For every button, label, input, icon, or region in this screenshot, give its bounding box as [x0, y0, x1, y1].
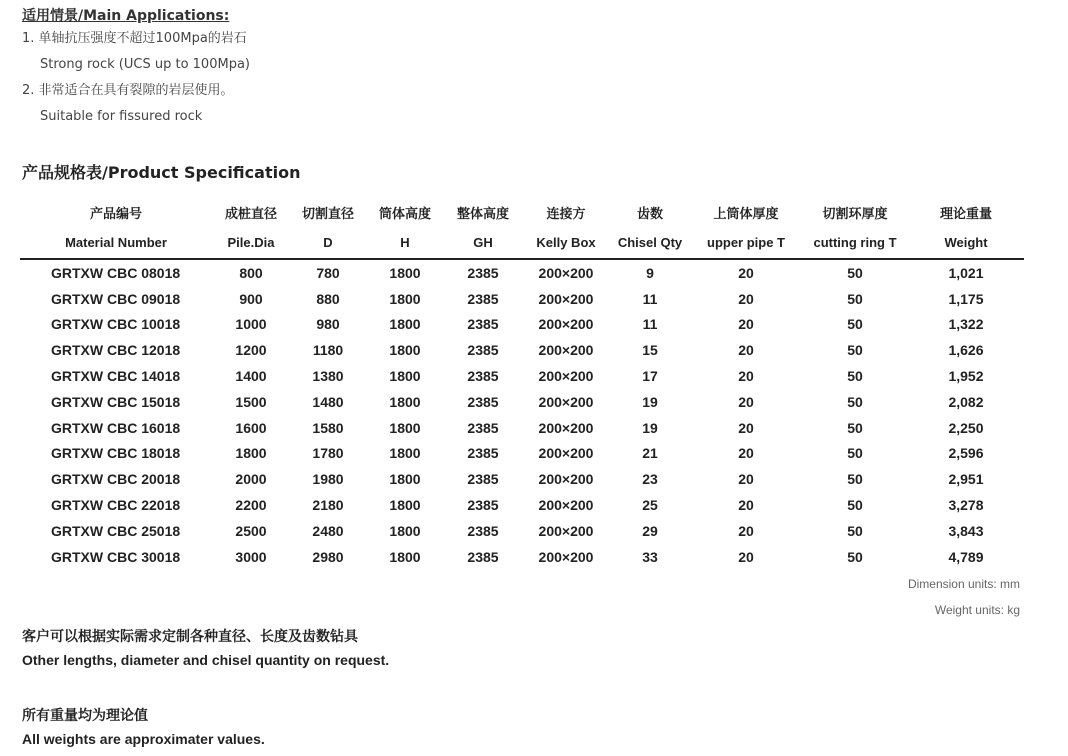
cell-body-height: 1800	[389, 522, 421, 539]
cell-kelly-box: 200×200	[538, 316, 594, 333]
cell-chisel-qty: 21	[642, 445, 658, 462]
cell-kelly-box: 200×200	[538, 548, 594, 565]
cell-body-height: 1800	[389, 342, 421, 359]
cell-kelly-box: 200×200	[538, 471, 594, 488]
cell-chisel-qty: 11	[642, 316, 658, 333]
cell-kelly-box: 200×200	[538, 497, 594, 514]
cell-weight: 2,596	[948, 445, 984, 462]
cell-pile-dia: 2200	[235, 497, 267, 514]
cell-upper-pipe-t: 20	[738, 368, 754, 385]
cell-pile-dia: 800	[239, 264, 263, 281]
cell-material-number: GRTXW CBC 10018	[51, 316, 181, 333]
cell-upper-pipe-t: 20	[738, 445, 754, 462]
table-row	[20, 544, 1024, 570]
cell-upper-pipe-t: 20	[738, 290, 754, 307]
cell-material-number: GRTXW CBC 09018	[51, 290, 181, 307]
dimension-units: Dimension units: mm	[907, 577, 1020, 591]
cell-overall-height: 2385	[467, 342, 499, 359]
cell-weight: 1,322	[948, 316, 984, 333]
cell-overall-height: 2385	[467, 368, 499, 385]
application-item-2-en: Suitable for fissured rock	[40, 109, 203, 124]
cell-cutting-ring-t: 50	[847, 342, 863, 359]
cell-kelly-box: 200×200	[538, 522, 594, 539]
application-item-1-zh: 1. 单轴抗压强度不超过100Mpa的岩石	[22, 31, 247, 46]
cell-upper-pipe-t: 20	[738, 342, 754, 359]
cell-overall-height: 2385	[467, 522, 499, 539]
cell-overall-height: 2385	[467, 445, 499, 462]
cell-body-height: 1800	[389, 393, 421, 410]
cell-weight: 2,082	[948, 393, 984, 410]
spec-title: 产品规格表/Product Specification	[22, 163, 301, 182]
cell-chisel-qty: 15	[642, 342, 658, 359]
cell-kelly-box: 200×200	[538, 264, 594, 281]
weights-note-en: All weights are approximater values.	[22, 731, 265, 747]
cell-cut-dia: 1580	[312, 419, 344, 436]
cell-material-number: GRTXW CBC 25018	[51, 522, 181, 539]
cell-material-number: GRTXW CBC 30018	[51, 548, 181, 565]
header-en-weight: Weight	[908, 226, 1024, 259]
header-zh-pile-dia: 成桩直径	[224, 205, 277, 221]
cell-kelly-box: 200×200	[538, 445, 594, 462]
cell-pile-dia: 2000	[235, 471, 267, 488]
cell-pile-dia: 900	[239, 290, 263, 307]
cell-chisel-qty: 17	[642, 368, 658, 385]
cell-weight: 3,843	[948, 522, 984, 539]
table-row	[20, 337, 1024, 363]
header-en-upper-pipe-t: upper pipe T	[690, 226, 802, 259]
cell-cut-dia: 2480	[312, 522, 344, 539]
cell-upper-pipe-t: 20	[738, 419, 754, 436]
cell-cutting-ring-t: 50	[847, 290, 863, 307]
cell-weight: 1,175	[948, 290, 984, 307]
header-zh-upper-pipe-t: 上筒体厚度	[713, 205, 779, 221]
table-row	[20, 518, 1024, 544]
table-row	[20, 286, 1024, 312]
cell-chisel-qty: 11	[642, 290, 658, 307]
table-row	[20, 441, 1024, 467]
cell-cut-dia: 2980	[312, 548, 344, 565]
cell-weight: 1,021	[948, 264, 984, 281]
cell-cut-dia: 780	[316, 264, 340, 281]
cell-material-number: GRTXW CBC 18018	[51, 445, 181, 462]
cell-cutting-ring-t: 50	[847, 368, 863, 385]
cell-chisel-qty: 29	[642, 522, 658, 539]
cell-overall-height: 2385	[467, 419, 499, 436]
cell-kelly-box: 200×200	[538, 419, 594, 436]
application-item-1-en: Strong rock (UCS up to 100Mpa)	[40, 57, 250, 72]
cell-body-height: 1800	[389, 290, 421, 307]
cell-cut-dia: 1180	[312, 342, 344, 359]
header-en-cutting-ring-t: cutting ring T	[802, 226, 908, 259]
cell-weight: 3,278	[948, 497, 984, 514]
cell-material-number: GRTXW CBC 16018	[51, 419, 181, 436]
cell-overall-height: 2385	[467, 548, 499, 565]
cell-kelly-box: 200×200	[538, 368, 594, 385]
cell-upper-pipe-t: 20	[738, 393, 754, 410]
cell-chisel-qty: 33	[642, 548, 658, 565]
table-header-zh	[20, 198, 1024, 226]
cell-kelly-box: 200×200	[538, 290, 594, 307]
cell-cutting-ring-t: 50	[847, 522, 863, 539]
cell-cut-dia: 2180	[312, 497, 344, 514]
cell-chisel-qty: 23	[642, 471, 658, 488]
custom-note-en: Other lengths, diameter and chisel quantity on request.	[22, 652, 390, 668]
cell-overall-height: 2385	[467, 264, 499, 281]
cell-body-height: 1800	[389, 548, 421, 565]
applications-section	[22, 6, 250, 130]
cell-material-number: GRTXW CBC 15018	[51, 393, 181, 410]
header-zh-body-height: 筒体高度	[378, 205, 431, 221]
table-row	[20, 389, 1024, 415]
cell-weight: 1,952	[948, 368, 984, 385]
cell-cutting-ring-t: 50	[847, 497, 863, 514]
cell-cutting-ring-t: 50	[847, 445, 863, 462]
header-en-body-height: H	[366, 226, 444, 259]
table-row	[20, 259, 1024, 286]
cell-pile-dia: 1600	[235, 419, 267, 436]
header-en-kelly-box: Kelly Box	[522, 226, 610, 259]
spec-table	[20, 198, 1024, 570]
cell-weight: 2,951	[948, 471, 984, 488]
cell-overall-height: 2385	[467, 393, 499, 410]
custom-note-zh: 客户可以根据实际需求定制各种直径、长度及齿数钻具	[22, 628, 358, 644]
cell-upper-pipe-t: 20	[738, 316, 754, 333]
cell-upper-pipe-t: 20	[738, 522, 754, 539]
cell-pile-dia: 1200	[235, 342, 267, 359]
cell-cutting-ring-t: 50	[847, 548, 863, 565]
cell-cut-dia: 980	[316, 316, 340, 333]
cell-pile-dia: 1000	[235, 316, 267, 333]
cell-pile-dia: 1400	[235, 368, 267, 385]
cell-pile-dia: 2500	[235, 522, 267, 539]
cell-upper-pipe-t: 20	[738, 497, 754, 514]
cell-upper-pipe-t: 20	[738, 548, 754, 565]
cell-chisel-qty: 9	[646, 264, 654, 281]
weight-units: Weight units: kg	[934, 603, 1020, 617]
cell-kelly-box: 200×200	[538, 393, 594, 410]
cell-overall-height: 2385	[467, 497, 499, 514]
cell-pile-dia: 1500	[235, 393, 267, 410]
cell-material-number: GRTXW CBC 22018	[51, 497, 181, 514]
cell-material-number: GRTXW CBC 12018	[51, 342, 181, 359]
cell-chisel-qty: 25	[642, 497, 658, 514]
cell-cutting-ring-t: 50	[847, 316, 863, 333]
cell-pile-dia: 1800	[235, 445, 267, 462]
cell-body-height: 1800	[389, 445, 421, 462]
header-en-chisel-qty: Chisel Qty	[610, 226, 690, 259]
header-en-pile-dia: Pile.Dia	[212, 226, 290, 259]
cell-body-height: 1800	[389, 471, 421, 488]
table-row	[20, 363, 1024, 389]
cell-cutting-ring-t: 50	[847, 471, 863, 488]
weights-note-zh: 所有重量均为理论值	[22, 707, 148, 723]
cell-cut-dia: 880	[316, 290, 340, 307]
cell-cutting-ring-t: 50	[847, 264, 863, 281]
header-zh-kelly-box: 连接方	[546, 205, 586, 221]
cell-pile-dia: 3000	[235, 548, 267, 565]
cell-overall-height: 2385	[467, 471, 499, 488]
cell-cut-dia: 1480	[312, 393, 344, 410]
cell-weight: 2,250	[948, 419, 984, 436]
cell-cut-dia: 1380	[312, 368, 344, 385]
table-row	[20, 415, 1024, 441]
cell-body-height: 1800	[389, 497, 421, 514]
header-en-material-number: Material Number	[20, 226, 212, 259]
cell-weight: 1,626	[948, 342, 984, 359]
applications-title: 适用情景/Main Applications:	[22, 8, 230, 24]
header-zh-chisel-qty: 齿数	[636, 205, 663, 221]
cell-overall-height: 2385	[467, 290, 499, 307]
cell-chisel-qty: 19	[642, 419, 658, 436]
header-en-cut-dia: D	[290, 226, 366, 259]
cell-body-height: 1800	[389, 264, 421, 281]
cell-material-number: GRTXW CBC 14018	[51, 368, 181, 385]
cell-body-height: 1800	[389, 368, 421, 385]
header-zh-material-number: 产品编号	[89, 205, 142, 221]
cell-cut-dia: 1980	[312, 471, 344, 488]
table-row	[20, 466, 1024, 492]
table-row	[20, 312, 1024, 338]
header-zh-weight: 理论重量	[939, 205, 992, 221]
header-zh-cut-dia: 切割直径	[301, 205, 354, 221]
table-row	[20, 492, 1024, 518]
application-item-2-zh: 2. 非常适合在具有裂隙的岩层使用。	[22, 83, 234, 98]
cell-body-height: 1800	[389, 316, 421, 333]
cell-upper-pipe-t: 20	[738, 264, 754, 281]
cell-body-height: 1800	[389, 419, 421, 436]
header-en-overall-height: GH	[444, 226, 522, 259]
cell-weight: 4,789	[948, 548, 984, 565]
header-zh-cutting-ring-t: 切割环厚度	[822, 205, 888, 221]
cell-material-number: GRTXW CBC 08018	[51, 264, 181, 281]
cell-chisel-qty: 19	[642, 393, 658, 410]
cell-cutting-ring-t: 50	[847, 419, 863, 436]
table-header-en	[20, 226, 1024, 259]
cell-upper-pipe-t: 20	[738, 471, 754, 488]
cell-cut-dia: 1780	[312, 445, 344, 462]
header-zh-overall-height: 整体高度	[456, 205, 509, 221]
cell-cutting-ring-t: 50	[847, 393, 863, 410]
cell-overall-height: 2385	[467, 316, 499, 333]
cell-material-number: GRTXW CBC 20018	[51, 471, 181, 488]
cell-kelly-box: 200×200	[538, 342, 594, 359]
table-body	[20, 259, 1024, 570]
